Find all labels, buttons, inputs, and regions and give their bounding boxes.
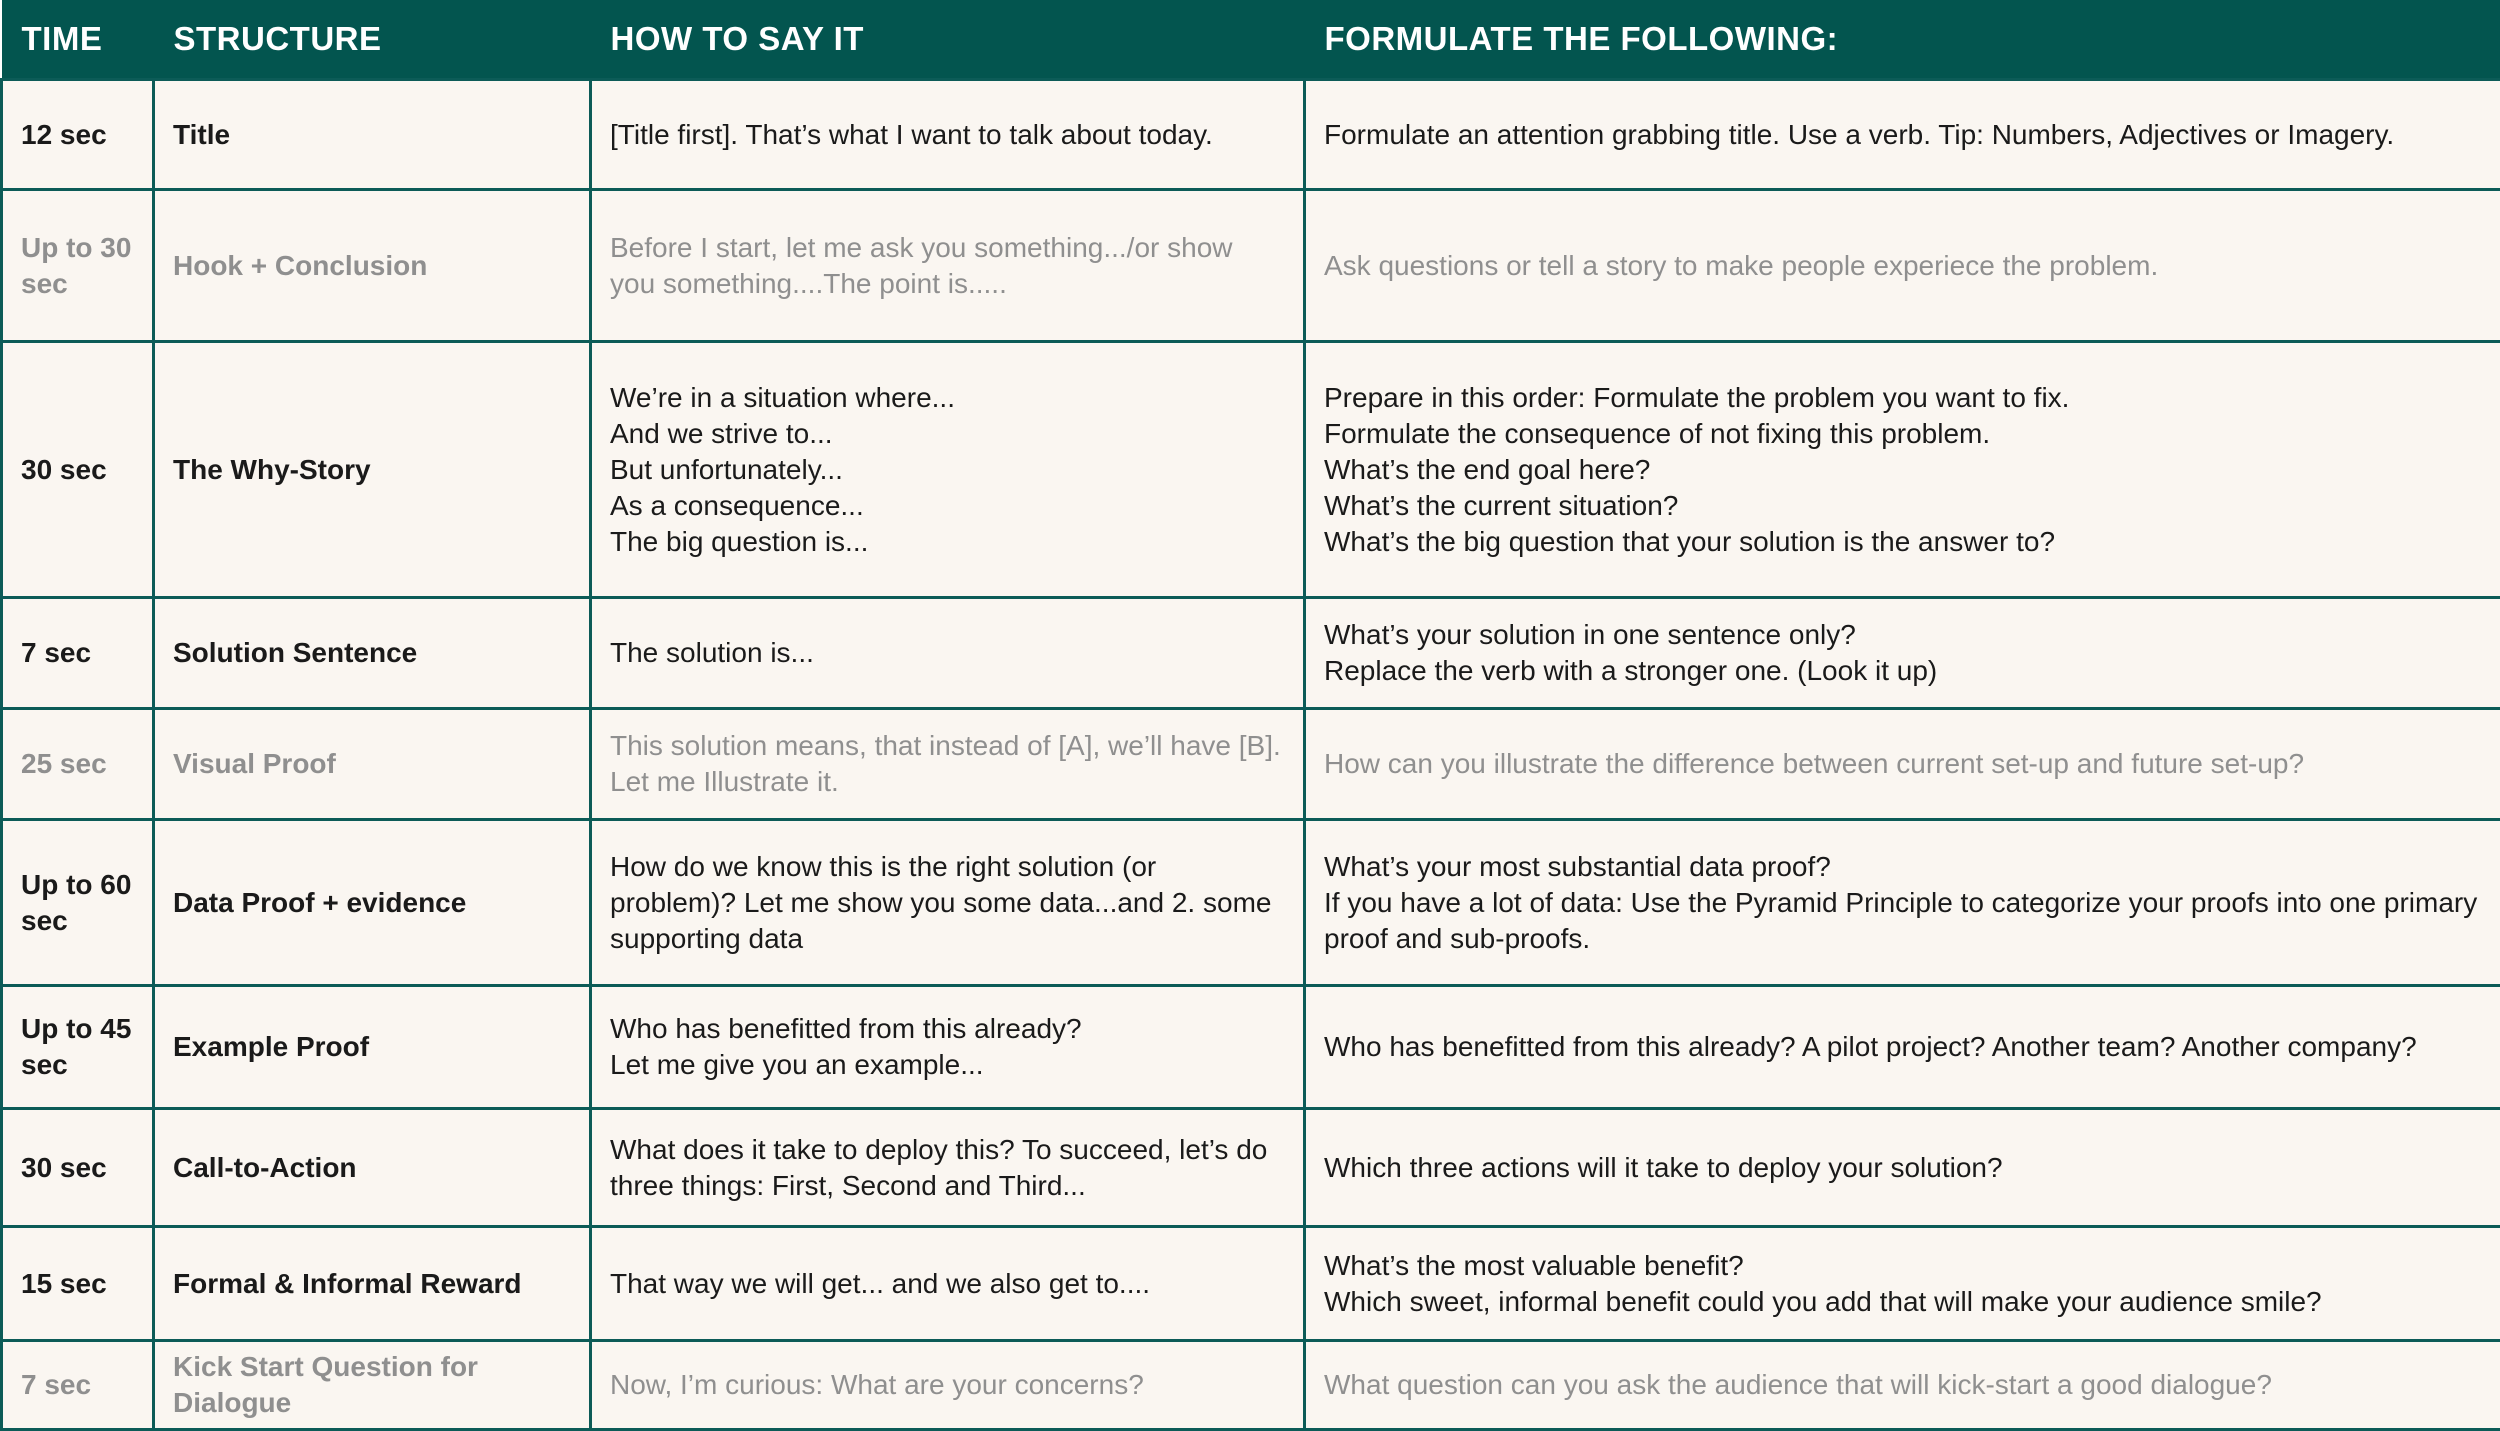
time-cell: 7 sec [2,1341,154,1430]
table-row [2,80,2500,190]
table-row [2,598,2500,709]
how-to-say-it-cell [591,342,1305,598]
formulate-line: What’s the current situation? [1324,488,2482,524]
formulate-cell [1305,190,2500,342]
how-to-say-it-cell [591,80,1305,190]
structure-cell: The Why-Story [154,342,591,598]
formulate-line: Which three actions will it take to deploy your solution? [1324,1150,2482,1186]
formulate-cell [1305,342,2500,598]
how-to-say-it-line: This solution means, that instead of [A], we’ll have [B]. Let me Illustrate it. [610,728,1285,800]
formulate-line: Replace the verb with a stronger one. (Look it up) [1324,653,2482,689]
formulate-cell [1305,1341,2500,1430]
time-cell: 12 sec [2,80,154,190]
time-cell: 25 sec [2,709,154,820]
structure-cell: Title [154,80,591,190]
time-cell: Up to 60 sec [2,820,154,986]
formulate-cell [1305,820,2500,986]
structure-cell: Hook + Conclusion [154,190,591,342]
how-to-say-it-line: What does it take to deploy this? To succeed, let’s do three things: First, Second and Third... [610,1132,1285,1204]
how-to-say-it-cell [591,986,1305,1109]
formulate-cell [1305,709,2500,820]
how-to-say-it-line: How do we know this is the right solution (or problem)? Let me show you some data...and 2. some supporting data [610,849,1285,957]
structure-cell: Call-to-Action [154,1109,591,1227]
time-cell: 7 sec [2,598,154,709]
formulate-line: Ask questions or tell a story to make people experiece the problem. [1324,248,2482,284]
formulate-line: Formulate the consequence of not fixing this problem. [1324,416,2482,452]
header-time: TIME [2,0,154,80]
formulate-line: What’s the most valuable benefit? [1324,1248,2482,1284]
table-row [2,342,2500,598]
how-to-say-it-cell [591,1109,1305,1227]
time-cell: Up to 30 sec [2,190,154,342]
how-to-say-it-line: [Title first]. That’s what I want to talk about today. [610,117,1285,153]
structure-cell: Solution Sentence [154,598,591,709]
how-to-say-it-cell [591,709,1305,820]
formulate-line: What’s your most substantial data proof? [1324,849,2482,885]
formulate-cell [1305,598,2500,709]
structure-cell: Example Proof [154,986,591,1109]
how-to-say-it-line: And we strive to... [610,416,1285,452]
how-to-say-it-line: That way we will get... and we also get to.... [610,1266,1285,1302]
how-to-say-it-line: The big question is... [610,524,1285,560]
header-how-to-say-it: HOW TO SAY IT [591,0,1305,80]
how-to-say-it-line: Let me give you an example... [610,1047,1285,1083]
header-structure: STRUCTURE [154,0,591,80]
how-to-say-it-line: Who has benefitted from this already? [610,1011,1285,1047]
how-to-say-it-cell [591,1227,1305,1341]
formulate-line: If you have a lot of data: Use the Pyramid Principle to categorize your proofs into one primary proof and sub-proofs. [1324,885,2482,957]
time-cell: 30 sec [2,1109,154,1227]
formulate-cell [1305,1227,2500,1341]
structure-cell: Formal & Informal Reward [154,1227,591,1341]
how-to-say-it-line: Before I start, let me ask you something.../or show you something....The point is..... [610,230,1285,302]
table-row [2,1109,2500,1227]
how-to-say-it-cell [591,598,1305,709]
formulate-cell [1305,986,2500,1109]
table-row [2,709,2500,820]
formulate-line: How can you illustrate the difference between current set-up and future set-up? [1324,746,2482,782]
formulate-line: Which sweet, informal benefit could you add that will make your audience smile? [1324,1284,2482,1320]
time-cell: 15 sec [2,1227,154,1341]
formulate-line: Prepare in this order: Formulate the problem you want to fix. [1324,380,2482,416]
how-to-say-it-cell [591,190,1305,342]
formulate-cell [1305,1109,2500,1227]
table-header-row [2,0,2500,80]
formulate-line: Who has benefitted from this already? A pilot project? Another team? Another company? [1324,1029,2482,1065]
table-body [2,80,2500,1430]
time-cell: Up to 45 sec [2,986,154,1109]
time-cell: 30 sec [2,342,154,598]
table-row [2,1341,2500,1430]
formulate-line: What question can you ask the audience that will kick-start a good dialogue? [1324,1367,2482,1403]
how-to-say-it-line: As a consequence... [610,488,1285,524]
structure-cell: Visual Proof [154,709,591,820]
formulate-line: What’s the big question that your solution is the answer to? [1324,524,2482,560]
how-to-say-it-cell [591,820,1305,986]
table-row [2,190,2500,342]
how-to-say-it-line: But unfortunately... [610,452,1285,488]
header-formulate: FORMULATE THE FOLLOWING: [1305,0,2500,80]
formulate-line: Formulate an attention grabbing title. Use a verb. Tip: Numbers, Adjectives or Imagery. [1324,117,2482,153]
formulate-cell [1305,80,2500,190]
table-row [2,1227,2500,1341]
how-to-say-it-line: We’re in a situation where... [610,380,1285,416]
how-to-say-it-cell [591,1341,1305,1430]
how-to-say-it-line: Now, I’m curious: What are your concerns? [610,1367,1285,1403]
structure-cell: Kick Start Question for Dialogue [154,1341,591,1430]
formulate-line: What’s your solution in one sentence only? [1324,617,2482,653]
table-row [2,820,2500,986]
how-to-say-it-line: The solution is... [610,635,1285,671]
table-row [2,986,2500,1109]
structure-cell: Data Proof + evidence [154,820,591,986]
formulate-line: What’s the end goal here? [1324,452,2482,488]
